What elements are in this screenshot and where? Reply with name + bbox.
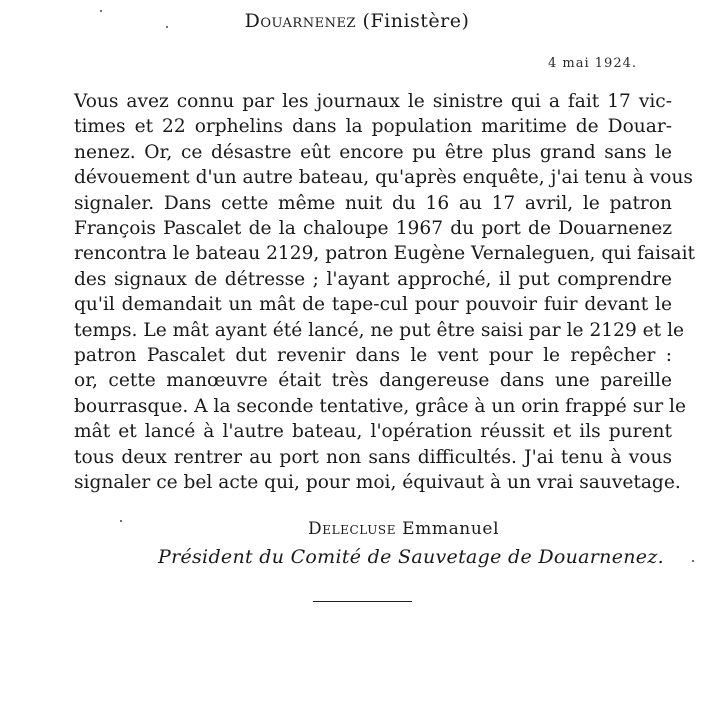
letter-line: temps. Le mât ayant été lancé, ne put être saisi par le 2129 et le: [74, 319, 685, 341]
letter-date: 4 mai 1924.: [548, 56, 637, 71]
letter-line: tous deux rentrer au port non sans difficultés. J'ai tenu à vous: [74, 446, 672, 468]
signature-name: [308, 519, 499, 539]
location-heading: [0, 10, 714, 32]
paper-speck: [692, 560, 694, 562]
letter-line: nenez. Or, ce désastre eût encore pu être plus grand sans le: [74, 141, 672, 163]
signature-title: Président du Comité de Sauvetage de Douarnenez.: [158, 546, 664, 568]
letter-line: François Pascalet de la chaloupe 1967 du port de Douarnenez: [74, 218, 672, 240]
paper-speck: [120, 520, 122, 522]
letter-line: dévouement d'un autre bateau, qu'après enquête, j'ai tenu à vous: [74, 167, 693, 189]
letter-line: mât et lancé à l'autre bateau, l'opération réussit et ils purent: [74, 421, 672, 443]
letter-line: patron Pascalet dut revenir dans le vent pour le repêcher :: [74, 345, 672, 367]
region-name: (Finistère): [362, 10, 470, 32]
place-name: Douarnenez: [244, 10, 356, 32]
letter-line: bourrasque. A la seconde tentative, grâce à un orin frappé sur le: [74, 395, 686, 417]
paper-speck: [100, 10, 102, 12]
signature-first-name: Emmanuel: [402, 519, 500, 539]
letter-line: rencontra le bateau 2129, patron Eugène Vernaleguen, qui faisait: [74, 243, 696, 265]
letter-line: or, cette manœuvre était très dangereuse dans une pareille: [74, 370, 672, 392]
letter-line: signaler. Dans cette même nuit du 16 au 17 avril, le patron: [74, 192, 672, 214]
letter-line: qu'il demandait un mât de tape-cul pour pouvoir fuir devant le: [74, 294, 672, 316]
signature-last-name: Delecluse: [308, 519, 397, 539]
closing-rule: [313, 601, 412, 602]
letter-line: Vous avez connu par les journaux le sinistre qui a fait 17 vic-: [74, 91, 672, 112]
letter-line: times et 22 orphelins dans la population maritime de Douar-: [74, 116, 672, 138]
letter-body: [74, 89, 696, 496]
paper-speck: [166, 26, 168, 28]
letter-line: signaler ce bel acte qui, pour moi, équivaut à un vrai sauvetage.: [74, 472, 681, 494]
letter-line: des signaux de détresse ; l'ayant approché, il put comprendre: [74, 268, 672, 290]
